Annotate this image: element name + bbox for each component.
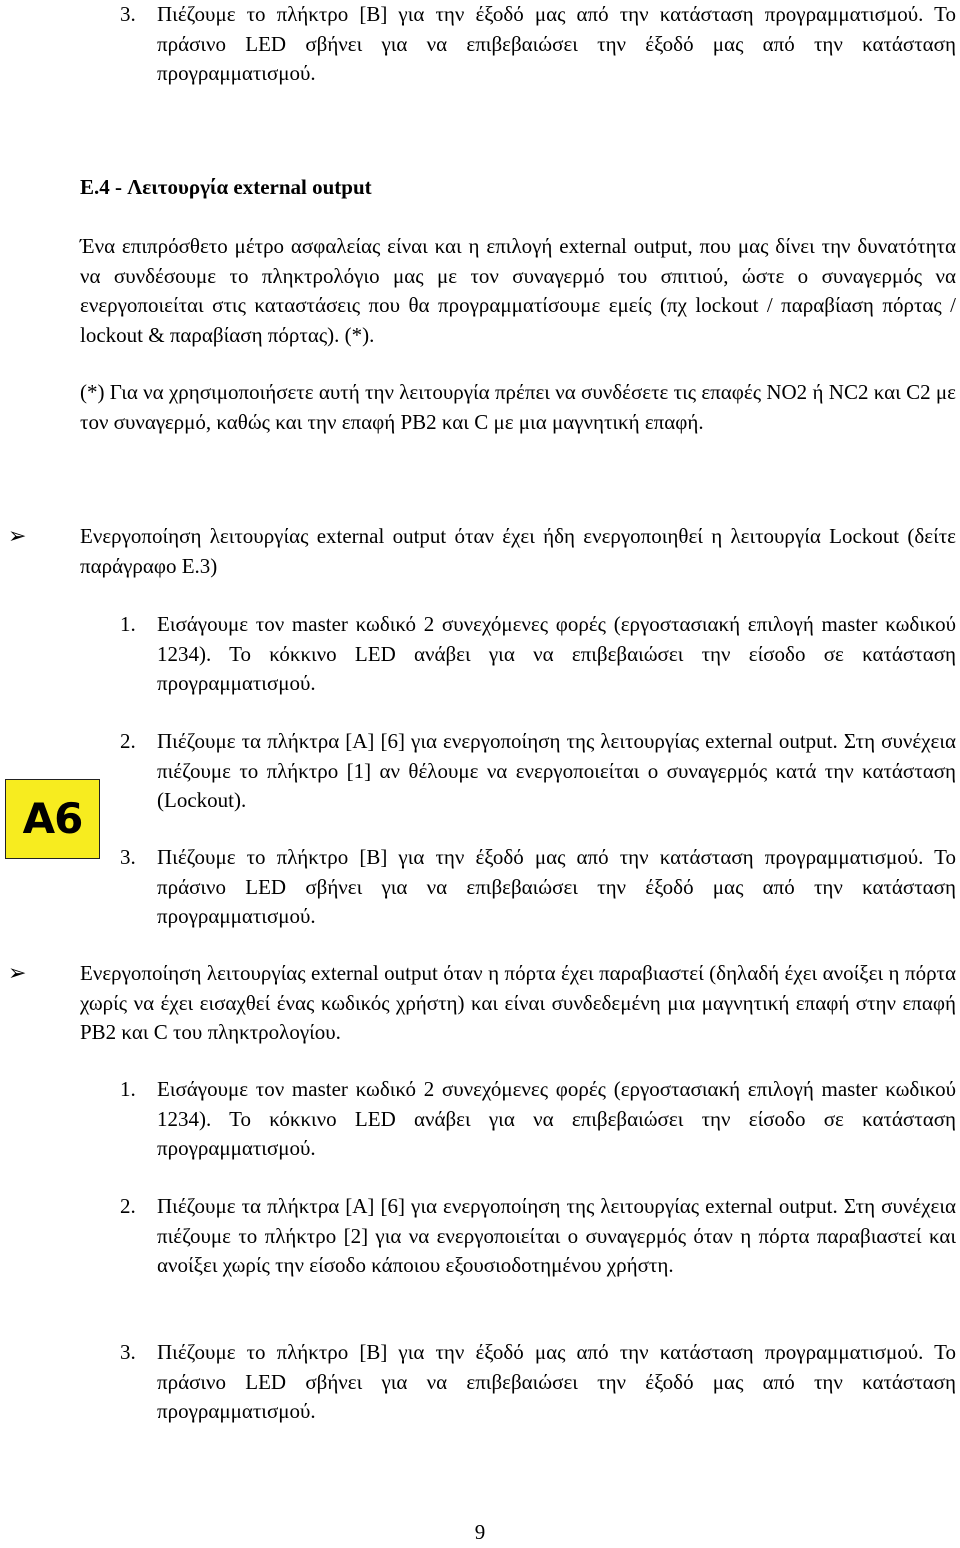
step-text: Πιέζουμε τα πλήκτρα [A] [6] για ενεργοποίηση της λειτουργίας external output. Στη συνέχεια πιέζουμε το πλήκτρο [2] για να ενεργοποιείται ο συναγερμός όταν η πόρτα παραβιαστεί και ανοίξει χωρίς την είσοδο κάποιου εξουσιοδοτημένου χρήστη. — [157, 1194, 956, 1277]
arrow-bullet-icon: ➢ — [8, 524, 27, 549]
bullet2-step-2 — [120, 1192, 956, 1281]
step-number: 3. — [120, 2, 136, 26]
bullet1-step-3 — [120, 843, 956, 932]
page-number: 9 — [474, 1520, 486, 1544]
step-number: 2. — [120, 729, 136, 753]
step-text: Πιέζουμε το πλήκτρο [B] για την έξοδό μας από την κατάσταση προγραμματισμού. Το πράσινο LED σβήνει για να επιβεβαιώσει την έξοδό μας από την κατάσταση προγραμματισμού. — [157, 845, 956, 928]
bullet-door-breach — [8, 959, 956, 1048]
step-text: Πιέζουμε το πλήκτρο [B] για την έξοδό μας από την κατάσταση προγραμματισμού. Το πράσινο LED σβήνει για να επιβεβαιώσει την έξοδό μας από την κατάσταση προγραμματισμού. — [157, 2, 956, 85]
note-paragraph: (*) Για να χρησιμοποιήσετε αυτή την λειτουργία πρέπει να συνδέσετε τις επαφές NO2 ή NC2 και C2 με τον συναγερμό, καθώς και την επαφή PB2 και C με μια μαγνητική επαφή. — [80, 380, 956, 434]
intro-paragraph: Ένα επιπρόσθετο μέτρο ασφαλείας είναι και η επιλογή external output, που μας δίνει την δυνατότητα να συνδέσουμε το πληκτρολόγιο μας με τον συναγερμό του σπιτιού, ώστε ο συναγερμός να ενεργοποιείται στις καταστάσεις που θα προγραμματίσουμε εμείς (πχ lockout / παραβίαση πόρτας / lockout & παραβίαση πόρτας). (*). — [80, 234, 956, 347]
bullet1-step-2 — [120, 727, 956, 816]
bullet-text: Ενεργοποίηση λειτουργίας external output όταν έχει ήδη ενεργοποιηθεί η λειτουργία Lockout (δείτε παράγραφο E.3) — [80, 524, 956, 578]
bullet-text: Ενεργοποίηση λειτουργίας external output όταν η πόρτα έχει παραβιαστεί (δηλαδή έχει ανοίξει η πόρτα χωρίς να έχει εισαχθεί ένας κωδικός χρήστη) και είναι συνδεδεμένη μια μαγνητική επαφή στην επαφή PB2 και C του πληκτρολογίου. — [80, 961, 956, 1044]
step-text: Εισάγουμε τον master κωδικό 2 συνεχόμενες φορές (εργοστασιακή επιλογή master κωδικού 1234). Το κόκκινο LED ανάβει για να επιβεβαιώσει την είσοδο σε κατάσταση προγραμματισμού. — [157, 1077, 956, 1160]
bullet1-step-1 — [120, 610, 956, 699]
bullet-lockout — [8, 522, 956, 581]
step-number: 2. — [120, 1194, 136, 1218]
bullet2-step-1 — [120, 1075, 956, 1164]
step-number: 1. — [120, 612, 136, 636]
bullet2-step-3 — [120, 1338, 956, 1427]
section-heading: E.4 - Λειτουργία external output — [80, 175, 372, 199]
step-text: Πιέζουμε το πλήκτρο [B] για την έξοδό μας από την κατάσταση προγραμματισμού. Το πράσινο LED σβήνει για να επιβεβαιώσει την έξοδό μας από την κατάσταση προγραμματισμού. — [157, 1340, 956, 1423]
step-text: Εισάγουμε τον master κωδικό 2 συνεχόμενες φορές (εργοστασιακή επιλογή master κωδικού 1234). Το κόκκινο LED ανάβει για να επιβεβαιώσει την είσοδο σε κατάσταση προγραμματισμού. — [157, 612, 956, 695]
step-text: Πιέζουμε τα πλήκτρα [A] [6] για ενεργοποίηση της λειτουργίας external output. Στη συνέχεια πιέζουμε το πλήκτρο [1] αν θέλουμε να ενεργοποιείται ο συναγερμός κατά την κατάσταση (Lockout). — [157, 729, 956, 812]
step-number: 3. — [120, 1340, 136, 1364]
top-step-3 — [120, 0, 956, 89]
section-badge-a6: A6 — [5, 779, 100, 859]
step-number: 3. — [120, 845, 136, 869]
arrow-bullet-icon: ➢ — [8, 961, 27, 986]
step-number: 1. — [120, 1077, 136, 1101]
